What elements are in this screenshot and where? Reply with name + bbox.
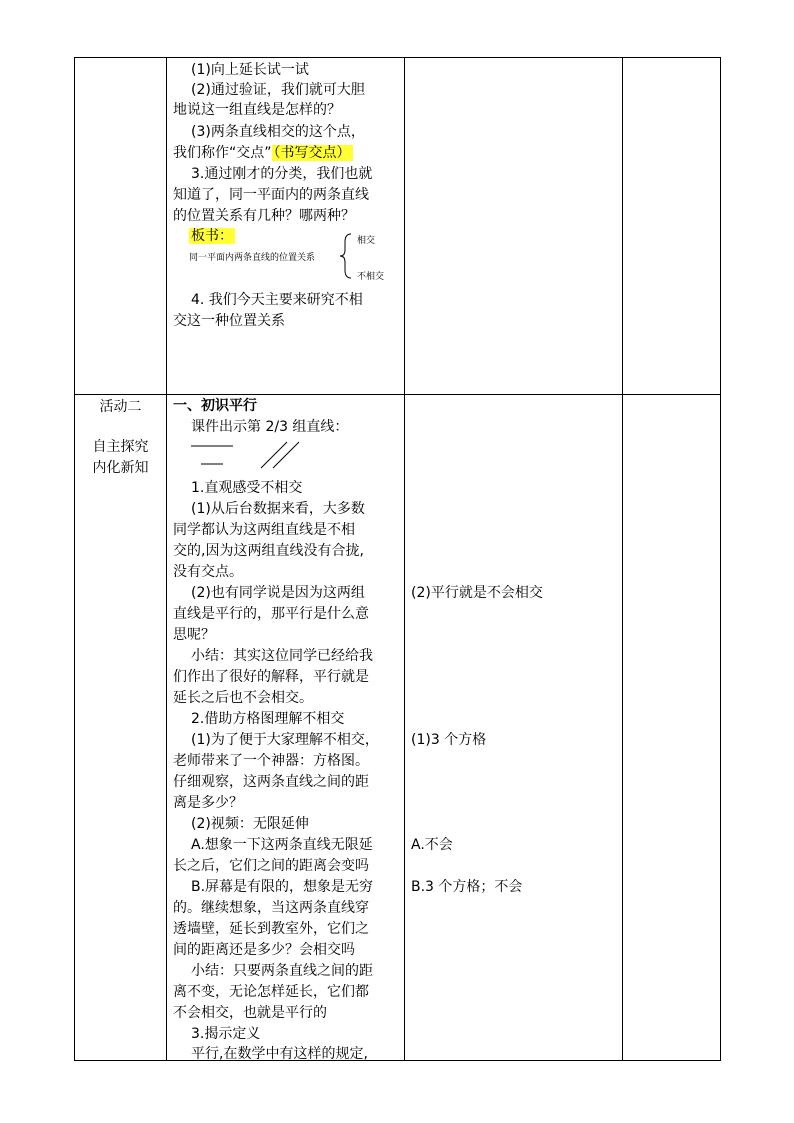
brace-icon (339, 232, 355, 280)
lesson-plan-table (74, 57, 721, 1061)
diagram-branch-top: 相交 (357, 236, 376, 246)
text-span: 我们称作“交点” (173, 145, 272, 161)
notes-cell (623, 395, 721, 1061)
text-line: 没有交点。 (173, 564, 243, 580)
text-line: 知道了，同一平面内的两条直线 (173, 187, 369, 203)
teacher-activity-cell (167, 58, 405, 395)
text-line: 长之后，它们之间的距离会变吗 (173, 858, 369, 874)
text-line: 1.直观感受不相交 (191, 480, 303, 496)
text-line: 小结：其实这位同学已经给我 (191, 648, 373, 664)
student-answer: A.不会 (411, 837, 453, 853)
text-line: 2.借助方格图理解不相交 (191, 711, 345, 727)
text-line: 交这一种位置关系 (173, 313, 285, 329)
table-row (75, 395, 721, 1061)
text-line (173, 143, 353, 163)
text-line: (1)从后台数据来看，大多数 (191, 501, 365, 517)
line-groups-figure (189, 441, 319, 471)
text-line: 直线是平行的，那平行是什么意 (173, 606, 369, 622)
board-label: 板书： (191, 228, 233, 244)
text-line: (2)通过验证，我们就可大胆 (191, 82, 365, 98)
text-line: 小结：只要两条直线之间的距 (191, 963, 373, 979)
student-answer: (1)3 个方格 (411, 732, 487, 748)
text-line: (2)也有同学说是因为这两组 (191, 585, 365, 601)
diagram-branch-bottom: 不相交 (357, 272, 385, 282)
highlighted-note: （书写交点） (273, 145, 351, 161)
text-line: 思呢？ (173, 627, 215, 643)
activity-subtitle: 内化新知 (92, 460, 149, 476)
text-line: 不会相交，也就是平行的 (173, 1005, 327, 1021)
text-line: (1)向上延长试一试 (191, 62, 309, 78)
text-line: 的。继续想象，当这两条直线穿 (173, 900, 369, 916)
diagram-root-label: 同一平面内两条直线的位置关系 (189, 253, 316, 263)
text-line: 3.通过刚才的分类，我们也就 (191, 166, 373, 182)
text-line: 老师带来了一个神器：方格图。 (173, 753, 369, 769)
text-line: 离不变，无论怎样延长，它们都 (173, 984, 369, 1000)
text-line: 3.揭示定义 (191, 1026, 261, 1042)
activity-subtitle: 自主探究 (92, 439, 149, 455)
text-line: 仔细观察，这两条直线之间的距 (173, 774, 369, 790)
text-line: B.屏幕是有限的，想象是无穷 (191, 879, 374, 895)
text-line: 间的距离还是多少？会相交吗 (173, 942, 355, 958)
student-activity-cell (405, 58, 623, 395)
student-activity-cell (405, 395, 623, 1061)
text-line: 离是多少？ (173, 795, 243, 811)
text-line: 交的,因为这两组直线没有合拢, (173, 543, 364, 559)
text-line: 地说这一组直线是怎样的？ (173, 102, 341, 118)
text-line: 课件出示第 2/3 组直线： (191, 419, 349, 435)
text-line: (3)两条直线相交的这个点， (191, 124, 365, 140)
text-line: (1)为了便于大家理解不相交， (191, 732, 379, 748)
student-answer: B.3 个方格；不会 (411, 879, 523, 895)
notes-cell (623, 58, 721, 395)
text-line: 4. 我们今天主要来研究不相 (191, 292, 363, 308)
text-line: (2)视频：无限延伸 (191, 816, 309, 832)
table-row (75, 58, 721, 395)
section-heading: 一、初识平行 (173, 398, 257, 414)
activity-cell (75, 58, 167, 395)
student-answer: (2)平行就是不会相交 (411, 585, 543, 601)
text-line: 平行,在数学中有这样的规定, (191, 1046, 368, 1062)
text-line: 们作出了很好的解释，平行就是 (173, 669, 369, 685)
activity-title: 活动二 (99, 399, 142, 415)
text-line: A.想象一下这两条直线无限延 (191, 837, 373, 853)
activity-cell (75, 395, 167, 1061)
text-line: 同学都认为这两组直线是不相 (173, 522, 355, 538)
text-line: 的位置关系有几种？哪两种？ (173, 208, 355, 224)
text-line: 延长之后也不会相交。 (173, 690, 313, 706)
teacher-activity-cell (167, 395, 405, 1061)
text-line: 透墙壁，延长到教室外，它们之 (173, 921, 369, 937)
